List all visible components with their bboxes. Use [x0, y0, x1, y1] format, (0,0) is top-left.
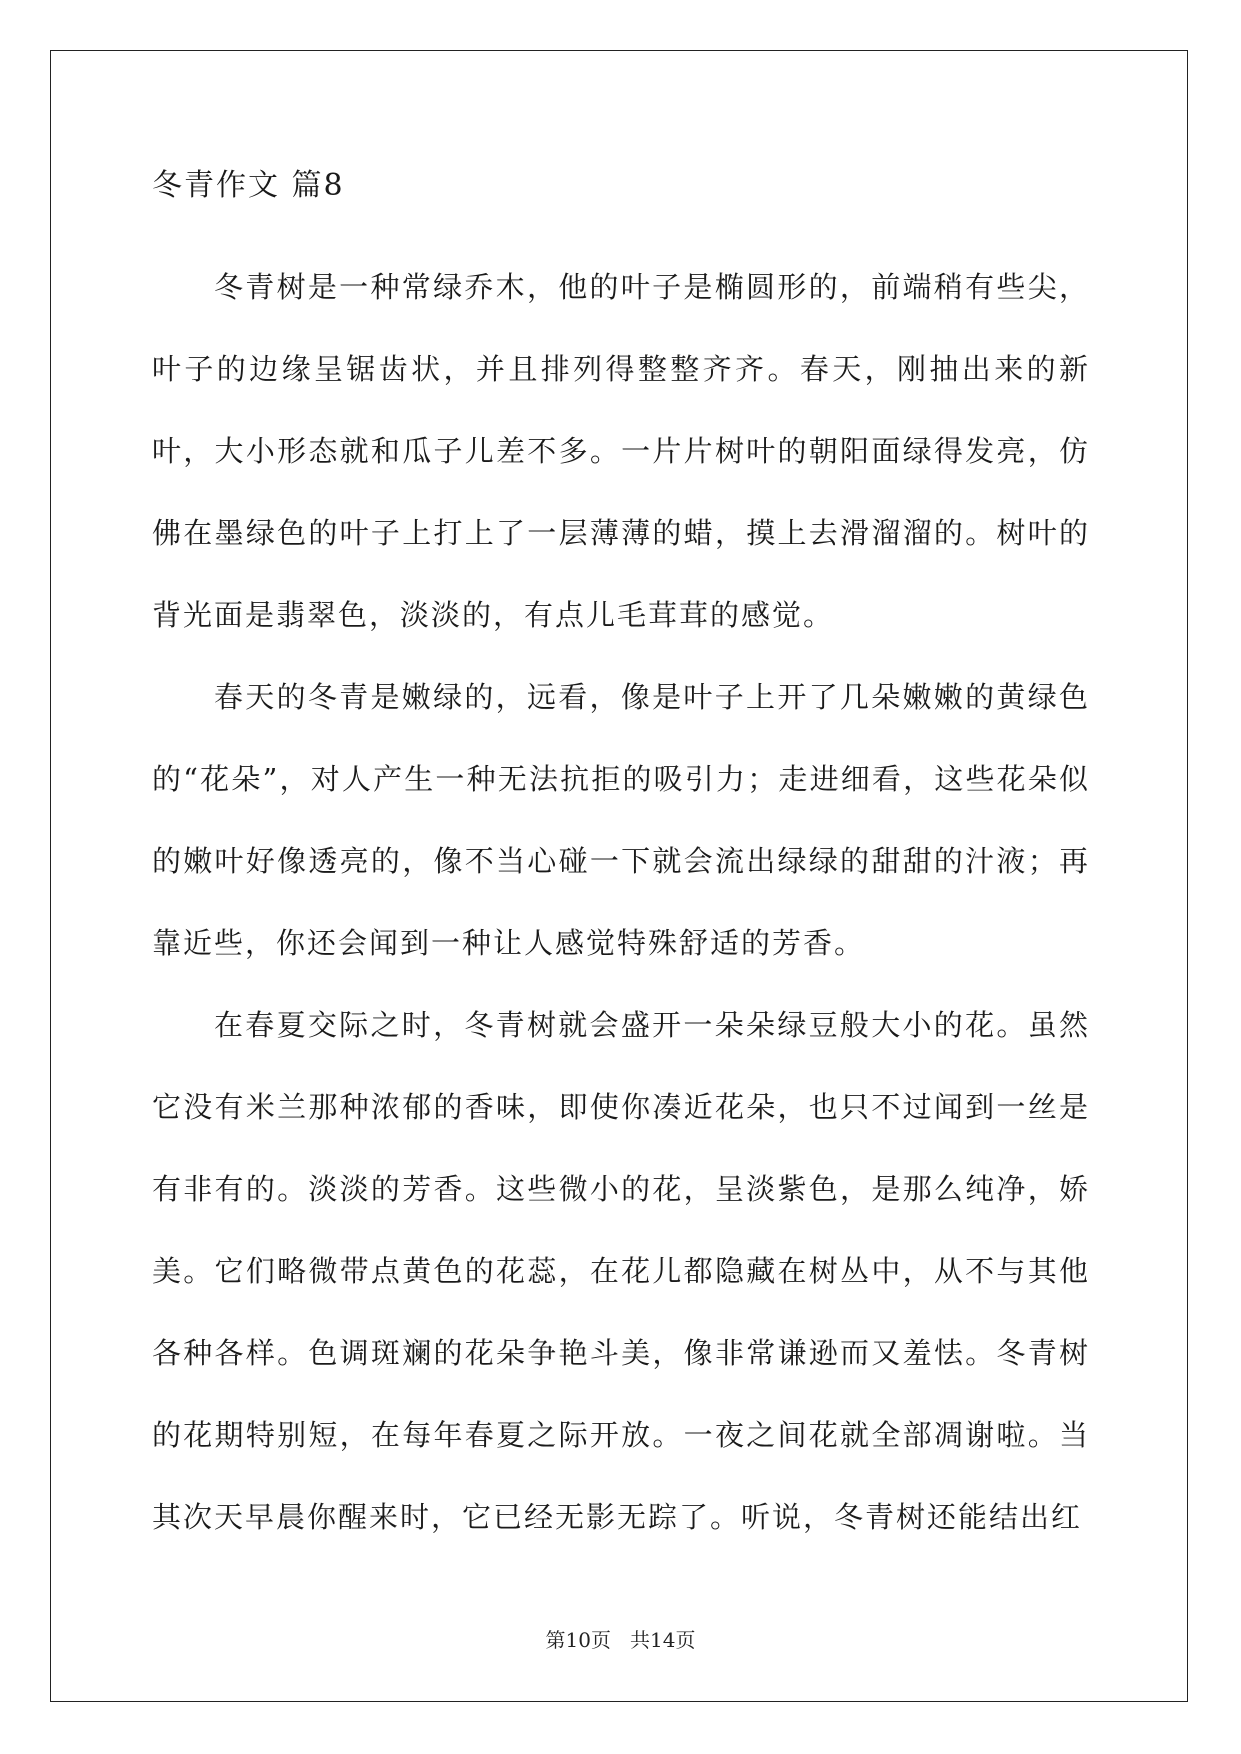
paragraph: 在春夏交际之时，冬青树就会盛开一朵朵绿豆般大小的花。虽然它没有米兰那种浓郁的香味，即使你凑近花朵，也只不过闻到一丝是有非有的。淡淡的芳香。这些微小的花，呈淡紫色，是那么纯净，娇美。它们略微带点黄色的花蕊，在花儿都隐藏在树丛中，从不与其他各种各样。色调斑斓的花朵争艳斗美，像非常谦逊而又羞怯。冬青树的花期特别短，在每年春夏之际开放。一夜之间花就全部凋谢啦。当其次天早晨你醒来时，它已经无影无踪了。听说，冬青树还能结出红: [152, 1008, 1090, 1534]
document-title: 冬青作文 篇8: [152, 168, 345, 203]
paragraph: 冬青树是一种常绿乔木，他的叶子是椭圆形的，前端稍有些尖，叶子的边缘呈锯齿状，并且排列得整整齐齐。春天，刚抽出来的新叶，大小形态就和瓜子儿差不多。一片片树叶的朝阳面绿得发亮，仿佛在墨绿色的叶子上打上了一层薄薄的蜡，摸上去滑溜溜的。树叶的背光面是翡翠色，淡淡的，有点儿毛茸茸的感觉。: [152, 270, 1090, 632]
page-number: 第10页: [545, 1628, 611, 1652]
document-body: [152, 164, 1090, 1558]
paragraph: 春天的冬青是嫩绿的，远看，像是叶子上开了几朵嫩嫩的黄绿色的“花朵”，对人产生一种无法抗拒的吸引力；走进细看，这些花朵似的嫩叶好像透亮的，像不当心碰一下就会流出绿绿的甜甜的汁液；再靠近些，你还会闻到一种让人感觉特殊舒适的芳香。: [152, 680, 1090, 960]
page-total: 共14页: [630, 1628, 696, 1652]
page-footer: [0, 1628, 1241, 1652]
